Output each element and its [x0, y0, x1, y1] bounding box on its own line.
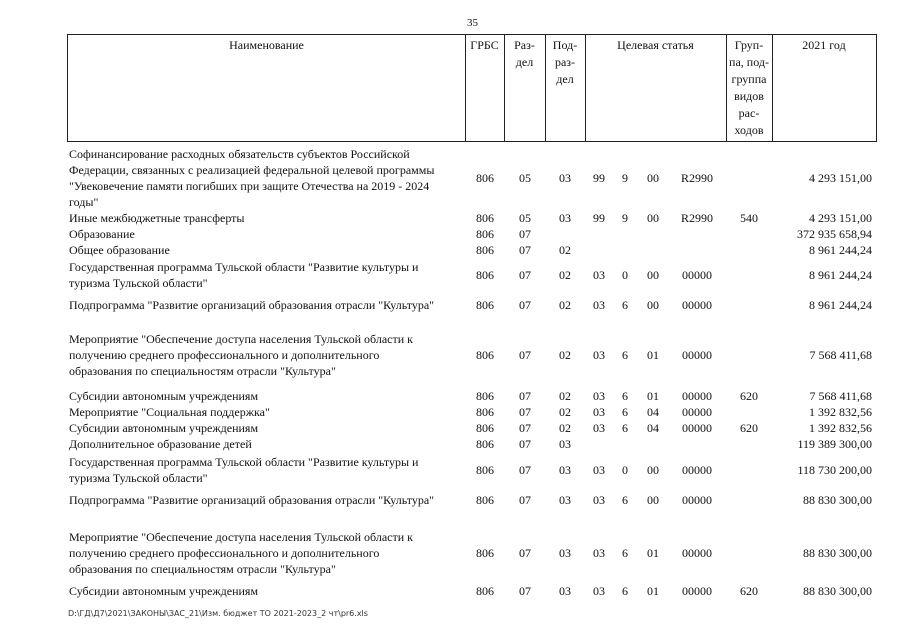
cell-razdel: 07: [519, 348, 531, 362]
cell-amount: 1 392 832,56: [809, 421, 872, 435]
cell-razdel: 05: [519, 211, 531, 225]
row-name: Софинансирование расходных обязательств субъектов Российской Федерации, связанных с реализацией федеральной целевой программы "Увековечение памяти погибших при защите Отечества на 2019 - 2024 годы": [69, 147, 435, 209]
table-row: [0, 210, 905, 226]
row-name: Мероприятие "Социальная поддержка": [69, 405, 270, 419]
cell-grbs: 806: [476, 348, 494, 362]
cell-amount: 4 293 151,00: [809, 211, 872, 225]
cell-t1: 99: [593, 211, 605, 225]
cell-t1: 03: [593, 348, 605, 362]
row-name: Мероприятие "Обеспечение доступа населения Тульской области к получению среднего профессионального и дополнительного образования по специальностям отрасли "Культура": [69, 332, 414, 378]
cell-t3: 00: [647, 298, 659, 312]
cell-podrazdel: 03: [559, 437, 571, 451]
cell-t4: 00000: [682, 584, 712, 598]
cell-t2: 6: [622, 298, 628, 312]
table-row: [0, 583, 905, 599]
cell-podrazdel: 02: [559, 243, 571, 257]
table-row: [0, 492, 905, 508]
cell-grbs: 806: [476, 389, 494, 403]
cell-t4: 00000: [682, 268, 712, 282]
table-row: [0, 242, 905, 258]
cell-t4: 00000: [682, 389, 712, 403]
cell-podrazdel: 02: [559, 389, 571, 403]
cell-t2: 0: [622, 463, 628, 477]
cell-grbs: 806: [476, 546, 494, 560]
cell-amount: 8 961 244,24: [809, 298, 872, 312]
cell-podrazdel: 02: [559, 268, 571, 282]
table-row: [0, 529, 905, 577]
cell-razdel: 07: [519, 405, 531, 419]
cell-t4: 00000: [682, 421, 712, 435]
cell-vr: 620: [740, 584, 758, 598]
cell-grbs: 806: [476, 171, 494, 185]
cell-t4: R2990: [680, 211, 713, 225]
cell-razdel: 07: [519, 298, 531, 312]
file-path-footer: D:\ГД\Д7\2021\ЗАКОНЫ\ЗАС_21\Изм. бюджет ТО 2021-2023_2 чт\pr6.xls: [68, 609, 368, 618]
table-row: [0, 436, 905, 452]
cell-podrazdel: 02: [559, 348, 571, 362]
header-vr: Груп- па, под- группа видов рас- ходов: [729, 38, 769, 137]
cell-t2: 6: [622, 405, 628, 419]
cell-razdel: 07: [519, 227, 531, 241]
cell-t1: 03: [593, 584, 605, 598]
cell-podrazdel: 03: [559, 584, 571, 598]
cell-amount: 88 830 300,00: [803, 546, 872, 560]
row-name: Подпрограмма "Развитие организаций образования отрасли "Культура": [69, 298, 435, 312]
cell-amount: 8 961 244,24: [809, 268, 872, 282]
table-row: [0, 454, 905, 486]
cell-podrazdel: 03: [559, 171, 571, 185]
cell-t4: 00000: [682, 463, 712, 477]
header-name: Наименование: [229, 38, 304, 52]
cell-grbs: 806: [476, 493, 494, 507]
cell-t3: 04: [647, 405, 659, 419]
row-name: Иные межбюджетные трансферты: [69, 211, 245, 225]
cell-t2: 6: [622, 493, 628, 507]
cell-t1: 03: [593, 546, 605, 560]
table-row: [0, 331, 905, 379]
cell-grbs: 806: [476, 463, 494, 477]
cell-t3: 00: [647, 463, 659, 477]
cell-grbs: 806: [476, 298, 494, 312]
cell-grbs: 806: [476, 227, 494, 241]
cell-podrazdel: 03: [559, 546, 571, 560]
table-row: [0, 297, 905, 313]
cell-razdel: 07: [519, 268, 531, 282]
cell-t3: 00: [647, 211, 659, 225]
table-row: [0, 420, 905, 436]
cell-grbs: 806: [476, 437, 494, 451]
cell-t2: 6: [622, 389, 628, 403]
cell-podrazdel: 02: [559, 405, 571, 419]
cell-t4: 00000: [682, 546, 712, 560]
cell-amount: 7 568 411,68: [809, 389, 872, 403]
cell-razdel: 07: [519, 421, 531, 435]
header-year: 2021 год: [802, 38, 846, 52]
table-row: [0, 259, 905, 291]
cell-podrazdel: 02: [559, 421, 571, 435]
cell-razdel: 05: [519, 171, 531, 185]
cell-razdel: 07: [519, 546, 531, 560]
row-name: Субсидии автономным учреждениям: [69, 389, 259, 403]
table-row: [0, 404, 905, 420]
cell-amount: 119 389 300,00: [797, 437, 872, 451]
cell-amount: 118 730 200,00: [797, 463, 872, 477]
row-name: Общее образование: [69, 243, 170, 257]
cell-t2: 9: [622, 171, 628, 185]
cell-t4: 00000: [682, 405, 712, 419]
cell-razdel: 07: [519, 584, 531, 598]
cell-t2: 0: [622, 268, 628, 282]
row-name: Субсидии автономным учреждениям: [69, 421, 259, 435]
page-number: 35: [467, 17, 478, 29]
cell-amount: 7 568 411,68: [809, 348, 872, 362]
cell-t3: 01: [647, 389, 659, 403]
cell-grbs: 806: [476, 243, 494, 257]
cell-grbs: 806: [476, 268, 494, 282]
cell-amount: 1 392 832,56: [809, 405, 872, 419]
cell-razdel: 07: [519, 437, 531, 451]
cell-t2: 6: [622, 546, 628, 560]
cell-t4: 00000: [682, 298, 712, 312]
cell-t2: 6: [622, 348, 628, 362]
cell-vr: 620: [740, 389, 758, 403]
cell-t3: 01: [647, 584, 659, 598]
table-row: [0, 146, 905, 210]
cell-t1: 03: [593, 421, 605, 435]
cell-t3: 00: [647, 171, 659, 185]
cell-t3: 00: [647, 268, 659, 282]
cell-razdel: 07: [519, 493, 531, 507]
row-name: Государственная программа Тульской области "Развитие культуры и туризма Тульской области": [69, 455, 419, 485]
cell-razdel: 07: [519, 389, 531, 403]
cell-podrazdel: 03: [559, 463, 571, 477]
cell-amount: 4 293 151,00: [809, 171, 872, 185]
cell-podrazdel: 03: [559, 493, 571, 507]
cell-razdel: 07: [519, 463, 531, 477]
row-name: Образование: [69, 227, 135, 241]
cell-t4: R2990: [680, 171, 713, 185]
cell-podrazdel: 02: [559, 298, 571, 312]
row-name: Подпрограмма "Развитие организаций образования отрасли "Культура": [69, 493, 435, 507]
cell-amount: 8 961 244,24: [809, 243, 872, 257]
header-razdel: Раз- дел: [514, 38, 535, 69]
cell-t2: 6: [622, 584, 628, 598]
cell-t4: 00000: [682, 348, 712, 362]
row-name: Субсидии автономным учреждениям: [69, 584, 259, 598]
cell-razdel: 07: [519, 243, 531, 257]
cell-t3: 01: [647, 348, 659, 362]
row-name: Дополнительное образование детей: [69, 437, 252, 451]
cell-t1: 03: [593, 389, 605, 403]
cell-t1: 99: [593, 171, 605, 185]
header-podrazdel: Под- раз- дел: [552, 38, 578, 86]
cell-grbs: 806: [476, 405, 494, 419]
row-name: Государственная программа Тульской области "Развитие культуры и туризма Тульской области": [69, 260, 419, 290]
table-row: [0, 388, 905, 404]
cell-t4: 00000: [682, 493, 712, 507]
header-target: Целевая статья: [617, 38, 694, 52]
cell-podrazdel: 03: [559, 211, 571, 225]
header-grbs: ГРБС: [470, 38, 499, 52]
cell-grbs: 806: [476, 584, 494, 598]
cell-t1: 03: [593, 268, 605, 282]
cell-amount: 88 830 300,00: [803, 493, 872, 507]
cell-amount: 372 935 658,94: [797, 227, 872, 241]
cell-grbs: 806: [476, 421, 494, 435]
cell-t1: 03: [593, 463, 605, 477]
cell-t1: 03: [593, 298, 605, 312]
cell-t1: 03: [593, 405, 605, 419]
cell-grbs: 806: [476, 211, 494, 225]
row-name: Мероприятие "Обеспечение доступа населения Тульской области к получению среднего профессионального и дополнительного образования по специальностям отрасли "Культура": [69, 530, 414, 576]
cell-t3: 01: [647, 546, 659, 560]
table-row: [0, 226, 905, 242]
cell-t1: 03: [593, 493, 605, 507]
cell-t3: 04: [647, 421, 659, 435]
cell-vr: 540: [740, 211, 758, 225]
cell-t2: 9: [622, 211, 628, 225]
cell-t3: 00: [647, 493, 659, 507]
cell-amount: 88 830 300,00: [803, 584, 872, 598]
table-header: [67, 34, 877, 142]
cell-vr: 620: [740, 421, 758, 435]
cell-t2: 6: [622, 421, 628, 435]
